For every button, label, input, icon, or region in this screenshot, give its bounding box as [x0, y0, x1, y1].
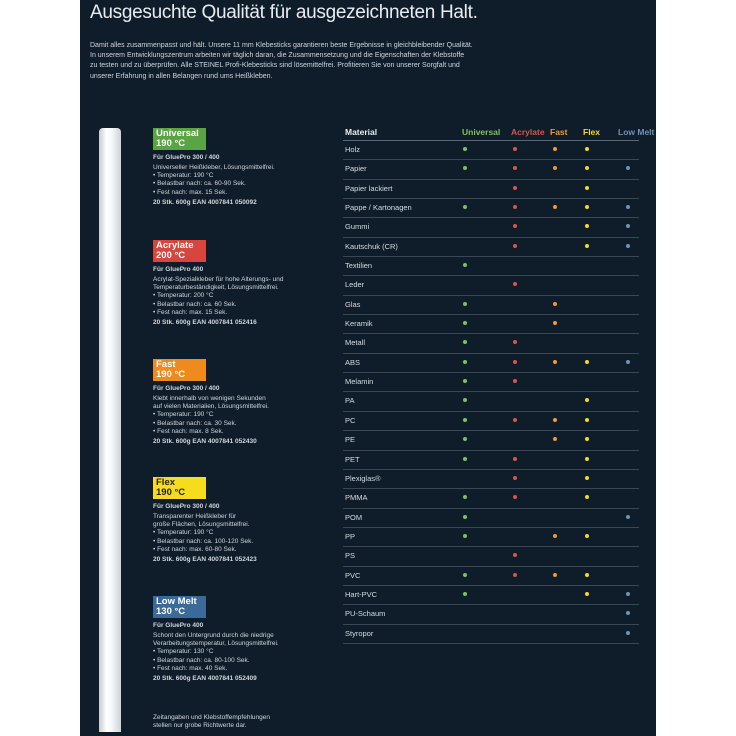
product-spec-line: • Fest nach: max. 15 Sek. [153, 188, 228, 196]
product-temperature: 190 °C [156, 486, 186, 498]
suitability-dot-acrylate [513, 418, 517, 422]
material-name: POM [345, 512, 363, 522]
product-spec-line: Acrylat-Spezialkleber für hohe Alterungs- und [153, 275, 284, 283]
suitability-dot-low-melt [626, 515, 630, 519]
suitability-dot-universal [463, 592, 467, 596]
footnote-line: Zeitangaben und Klebstoffempfehlungen [153, 714, 270, 721]
product-spec-line: • Temperatur: 190 °C [153, 411, 214, 419]
table-row [343, 334, 639, 353]
suitability-dot-flex [585, 418, 589, 422]
table-row [343, 605, 639, 624]
material-name: PU-Schaum [345, 609, 386, 619]
product-temperature: 130 °C [156, 605, 186, 617]
table-row [343, 625, 639, 644]
footnote [153, 714, 333, 731]
material-name: Metall [345, 338, 366, 348]
suitability-dot-acrylate [513, 282, 517, 286]
product-universal [153, 128, 333, 207]
suitability-dot-flex [585, 224, 589, 228]
product-low-melt [153, 596, 333, 684]
product-name: Acrylate [156, 240, 194, 251]
product-temperature: 200 °C [156, 249, 186, 261]
material-name: Gummi [345, 222, 370, 232]
material-name: Leder [345, 280, 365, 290]
suitability-dot-flex [585, 457, 589, 461]
product-spec-line: • Fest nach: max. 15 Sek. [153, 308, 228, 316]
product-compatibility: Für GluePro 400 [153, 621, 204, 629]
page-heading: Ausgesuchte Qualität für ausgezeichneten Halt. [90, 2, 478, 23]
suitability-dot-flex [585, 147, 589, 151]
suitability-dot-flex [585, 186, 589, 190]
product-ean: 20 Stk. 600g EAN 4007841 052416 [153, 319, 257, 327]
column-header-low-melt: Low Melt [618, 127, 655, 137]
product-spec-line: • Belastbar nach: ca. 60 Sek. [153, 300, 237, 308]
suitability-dot-universal [463, 147, 467, 151]
suitability-dot-low-melt [626, 166, 630, 170]
table-row [343, 199, 639, 218]
product-acrylate [153, 240, 333, 328]
product-spec-line: • Temperatur: 130 °C [153, 648, 214, 656]
material-name: ABS [345, 357, 361, 367]
material-name: Plexiglas® [345, 473, 381, 483]
suitability-dot-flex [585, 476, 589, 480]
product-spec-line: • Fest nach: max. 60-80 Sek. [153, 545, 237, 553]
material-name: Textilien [345, 261, 373, 271]
product-spec-line: • Temperatur: 190 °C [153, 172, 214, 180]
suitability-dot-flex [585, 495, 589, 499]
suitability-dot-fast [553, 166, 557, 170]
suitability-dot-acrylate [513, 205, 517, 209]
material-name: Papier [345, 164, 367, 174]
table-row [343, 218, 639, 237]
product-spec-line: • Temperatur: 200 °C [153, 292, 214, 300]
table-row [343, 354, 639, 373]
suitability-dot-acrylate [513, 379, 517, 383]
product-compatibility: Für GluePro 300 / 400 [153, 384, 220, 392]
product-ean: 20 Stk. 600g EAN 4007841 052423 [153, 556, 257, 564]
suitability-dot-acrylate [513, 476, 517, 480]
product-spec-line: Transparenter Heißkleber für [153, 512, 237, 520]
suitability-dot-acrylate [513, 553, 517, 557]
table-row [343, 257, 639, 276]
suitability-dot-fast [553, 418, 557, 422]
table-row [343, 160, 639, 179]
table-row [343, 489, 639, 508]
product-name: Fast [156, 359, 176, 370]
material-column-header: Material [345, 127, 378, 137]
material-name: Kautschuk (CR) [345, 241, 398, 251]
material-name: Glas [345, 299, 361, 309]
suitability-dot-acrylate [513, 224, 517, 228]
material-name: PA [345, 396, 355, 406]
table-body [343, 141, 639, 644]
suitability-dot-flex [585, 592, 589, 596]
table-row [343, 451, 639, 470]
table-row [343, 431, 639, 450]
material-name: Papier lackiert [345, 183, 393, 193]
table-row [343, 547, 639, 566]
suitability-dot-fast [553, 302, 557, 306]
intro-line: unserer Erfahrung in allen Belangen rund ums Heißkleben. [90, 72, 273, 80]
suitability-dot-universal [463, 437, 467, 441]
product-ean: 20 Stk. 600g EAN 4007841 050092 [153, 198, 257, 206]
suitability-dot-low-melt [626, 224, 630, 228]
product-ean: 20 Stk. 600g EAN 4007841 052409 [153, 675, 257, 683]
material-name: Keramik [345, 319, 373, 329]
suitability-dot-fast [553, 321, 557, 325]
suitability-dot-acrylate [513, 495, 517, 499]
material-name: Holz [345, 145, 361, 154]
suitability-dot-universal [463, 166, 467, 170]
material-table [343, 124, 655, 644]
suitability-dot-low-melt [626, 611, 630, 615]
intro-line: Damit alles zusammenpasst und hält. Unsere 11 mm Klebesticks garantieren beste Ergebnisse in gleichbleibender Qualität. [90, 42, 473, 49]
suitability-dot-low-melt [626, 244, 630, 248]
table-row [343, 141, 639, 160]
product-spec-line: • Fest nach: max. 8 Sek. [153, 427, 224, 435]
suitability-dot-acrylate [513, 573, 517, 577]
suitability-dot-universal [463, 534, 467, 538]
material-name: PET [345, 454, 360, 464]
suitability-dot-fast [553, 147, 557, 151]
product-spec-line: Schont den Untergrund durch die niedrige [153, 631, 274, 639]
table-row [343, 509, 639, 528]
table-header-row [343, 124, 655, 141]
table-row [343, 392, 639, 411]
table-row [343, 296, 639, 315]
suitability-dot-universal [463, 418, 467, 422]
product-spec-line: • Belastbar nach: ca. 100-120 Sek. [153, 537, 254, 545]
material-name: PS [345, 551, 356, 561]
material-name: PVC [345, 570, 361, 580]
column-header-fast: Fast [550, 127, 568, 137]
material-name: Hart-PVC [345, 589, 378, 599]
footnote-line: stellen nur grobe Richtwerte dar. [153, 722, 247, 730]
product-spec-line: große Flächen, Lösungsmittelfrei. [153, 521, 250, 529]
table-row [343, 373, 639, 392]
table-row [343, 412, 639, 431]
product-badge [153, 128, 206, 150]
suitability-dot-universal [463, 321, 467, 325]
suitability-dot-flex [585, 360, 589, 364]
product-description [153, 503, 333, 565]
suitability-dot-low-melt [626, 205, 630, 209]
suitability-dot-fast [553, 534, 557, 538]
product-badge [153, 359, 206, 381]
product-spec-line: Verarbeitungstemperatur, Lösungsmittelfrei. [153, 640, 279, 648]
suitability-dot-fast [553, 360, 557, 364]
product-spec-line: Temperaturbeständigkeit, Lösungsmittelfrei. [153, 284, 279, 292]
glue-stick-image [99, 128, 121, 732]
material-name: Pappe / Kartonagen [345, 203, 412, 213]
product-spec-line: • Belastbar nach: ca. 80-100 Sek. [153, 656, 250, 664]
suitability-dot-universal [463, 379, 467, 383]
suitability-dot-universal [463, 515, 467, 519]
suitability-dot-fast [553, 573, 557, 577]
product-badge [153, 596, 206, 618]
column-header-universal: Universal [462, 127, 501, 137]
table-row [343, 315, 639, 334]
suitability-dot-flex [585, 166, 589, 170]
product-name: Low Melt [156, 596, 197, 607]
suitability-dot-fast [553, 205, 557, 209]
product-compatibility: Für GluePro 300 / 400 [153, 502, 220, 510]
suitability-dot-flex [585, 244, 589, 248]
product-description [153, 385, 333, 447]
suitability-dot-acrylate [513, 186, 517, 190]
suitability-dot-flex [585, 573, 589, 577]
suitability-dot-low-melt [626, 592, 630, 596]
material-name: Styropor [345, 628, 374, 638]
product-name: Flex [156, 477, 176, 488]
suitability-dot-universal [463, 398, 467, 402]
product-spec-line: • Fest nach: max. 40 Sek. [153, 664, 228, 672]
product-compatibility: Für GluePro 400 [153, 265, 204, 273]
table-row [343, 586, 639, 605]
table-row [343, 528, 639, 547]
product-compatibility: Für GluePro 300 / 400 [153, 153, 220, 161]
intro-line: In unserem Entwicklungszentrum arbeiten wir täglich daran, die Zusammensetzung und die Eigenschaften der Klebstoffe [90, 52, 465, 60]
suitability-dot-acrylate [513, 166, 517, 170]
material-name: PC [345, 415, 356, 425]
product-spec-line: • Belastbar nach: ca. 30 Sek. [153, 419, 237, 427]
product-ean: 20 Stk. 600g EAN 4007841 052430 [153, 438, 257, 446]
table-row [343, 276, 639, 295]
suitability-dot-acrylate [513, 244, 517, 248]
product-badge [153, 240, 206, 262]
suitability-dot-fast [553, 437, 557, 441]
suitability-dot-flex [585, 205, 589, 209]
material-name: PMMA [345, 493, 368, 503]
suitability-dot-universal [463, 340, 467, 344]
intro-paragraph [90, 41, 650, 82]
product-flex [153, 477, 333, 565]
table-row [343, 470, 639, 489]
product-spec-line: Klebt innerhalb von wenigen Sekunden [153, 394, 266, 402]
product-description [153, 154, 333, 208]
product-spec-line: • Belastbar nach: ca. 60-90 Sek. [153, 180, 246, 188]
suitability-dot-universal [463, 495, 467, 499]
suitability-dot-universal [463, 263, 467, 267]
product-temperature: 190 °C [156, 368, 186, 380]
product-spec-line: Universeller Heißkleber, Lösungsmittelfrei. [153, 163, 275, 171]
material-name: PP [345, 531, 356, 541]
material-name: Melamin [345, 377, 374, 387]
column-header-acrylate: Acrylate [511, 127, 545, 137]
suitability-dot-universal [463, 302, 467, 306]
suitability-dot-low-melt [626, 360, 630, 364]
material-name: PE [345, 435, 356, 445]
product-badge [153, 477, 206, 499]
product-fast [153, 359, 333, 447]
suitability-dot-flex [585, 398, 589, 402]
suitability-dot-flex [585, 534, 589, 538]
suitability-dot-universal [463, 205, 467, 209]
product-name: Universal [156, 128, 199, 139]
product-temperature: 190 °C [156, 137, 186, 149]
suitability-dot-universal [463, 457, 467, 461]
product-description [153, 622, 333, 684]
suitability-dot-acrylate [513, 147, 517, 151]
product-description [153, 266, 333, 328]
suitability-dot-acrylate [513, 340, 517, 344]
suitability-dot-flex [585, 437, 589, 441]
suitability-dot-acrylate [513, 360, 517, 364]
suitability-dot-low-melt [626, 631, 630, 635]
suitability-dot-acrylate [513, 457, 517, 461]
table-row [343, 180, 639, 199]
intro-line: zu testen und zu überprüfen. Alle STEINEL Profi-Klebesticks sind lösemittelfrei. Profitieren Sie von unserer Sorgfalt und [90, 62, 460, 70]
product-spec-line: • Temperatur: 190 °C [153, 529, 214, 537]
table-row [343, 567, 639, 586]
product-spec-line: auf vielen Materialien, Lösungsmittelfrei. [153, 403, 269, 411]
suitability-dot-universal [463, 360, 467, 364]
table-row [343, 238, 639, 257]
column-header-flex: Flex [583, 127, 601, 137]
suitability-dot-universal [463, 573, 467, 577]
